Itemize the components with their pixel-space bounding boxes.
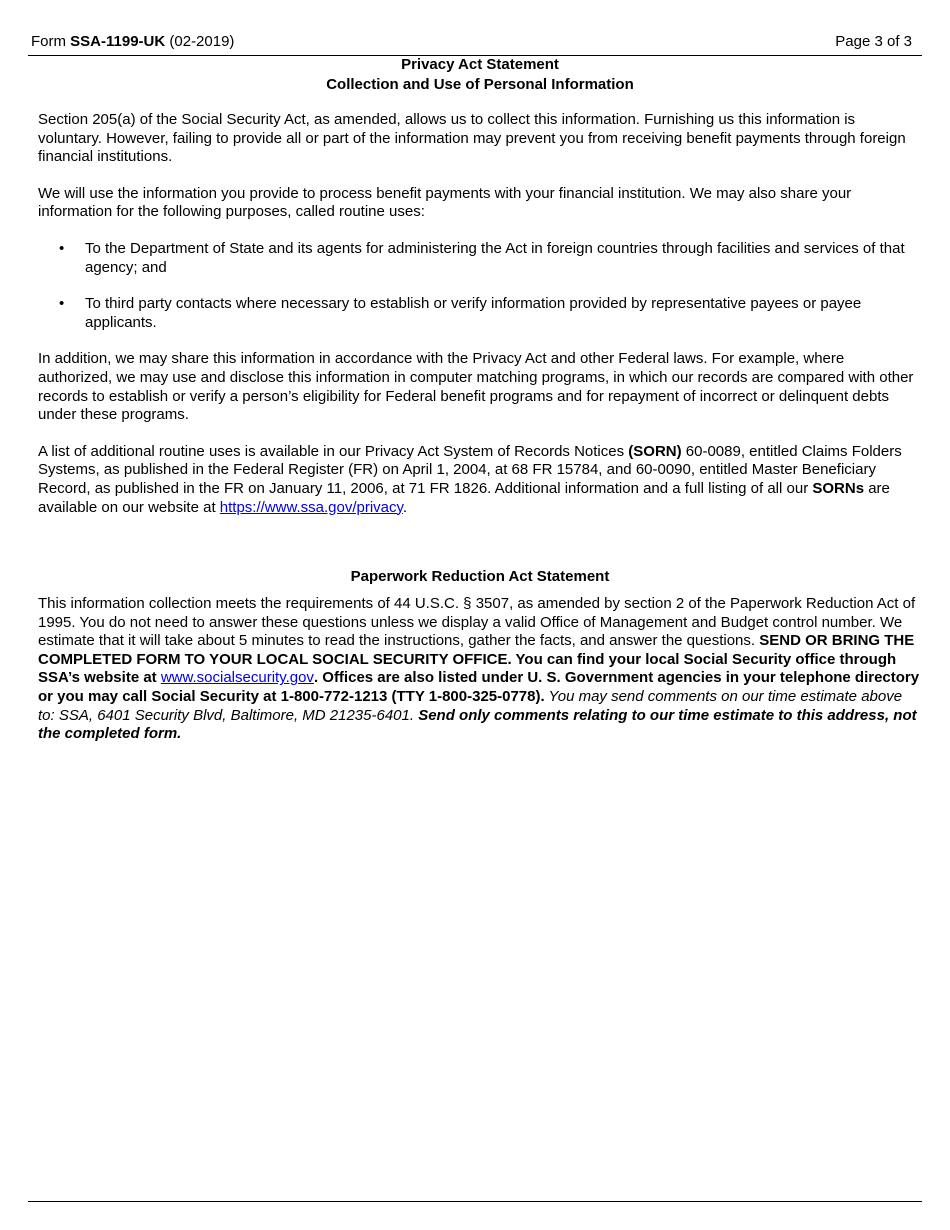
pra-bold-2: . Offices are also listed under U. S. Government agencies in your telephone directory or you may call Social Security at 1-800-772-1213 (TTY 1-800-325-0778). (38, 669, 920, 706)
list-item-text: To third party contacts where necessary to establish or verify information provided by representative payees or payee applicants. (85, 295, 862, 331)
sorn-abbrev: (SORN) (628, 442, 682, 460)
paperwork-title: Paperwork Reduction Act Statement (350, 568, 610, 586)
pra-italic: You may send comments on our time estimate above to: SSA, 6401 Security Blvd, Baltimore, MD 21235-6401. (38, 688, 903, 724)
bullet-marker: • (59, 295, 65, 313)
list-item (38, 240, 922, 277)
privacy-paragraph-1: Section 205(a) of the Social Security Act, as amended, allows us to collect this information. Furnishing us this information is voluntary. However, failing to provide all or part of the information may prevent you from receiving benefit payments through foreign financial institutions. (38, 111, 906, 166)
privacy-title-line1: Privacy Act Statement (401, 56, 559, 73)
privacy-link[interactable]: https://www.ssa.gov/privacy (219, 498, 403, 516)
pra-bold-italic: Send only comments relating to our time estimate to this address, not the completed form. (38, 706, 917, 743)
privacy-paragraph-4 (38, 443, 922, 517)
para4-text-3: are available on our website at (38, 479, 890, 516)
bullet-marker: • (59, 239, 65, 257)
form-identifier (31, 32, 234, 52)
para4-text-4: . (402, 498, 408, 516)
page-header (28, 31, 922, 56)
privacy-title-line2: Collection and Use of Personal Information (326, 76, 634, 93)
pra-bold-1: SEND OR BRING THE COMPLETED FORM TO YOUR LOCAL SOCIAL SECURITY OFFICE. You can find your local Social Security office through SSA’s website at (38, 632, 915, 687)
privacy-paragraph-2: We will use the information you provide to process benefit payments with your financial institution. We may also share your information for the following purposes, called routine uses: (38, 184, 852, 221)
privacy-paragraph-3: In addition, we may share this information in accordance with the Privacy Act and other Federal laws. For example, where authorized, we may use and disclose this information in computer matching programs, in which our records are compared with other records to establish or verify a person’s eligibility for Federal benefit programs and for repayment of incorrect or delinquent debts under these programs. (38, 350, 914, 424)
pra-text-1: This information collection meets the requirements of 44 U.S.C. § 3507, as amended by section 2 of the Paperwork Reduction Act of 1995. You do not need to answer these questions unless we display a valid Office of Management and Budget control number. We estimate that it will take about 5 minutes to read the instructions, gather the facts, and answer the questions. (38, 595, 916, 650)
routine-uses-list (38, 240, 922, 332)
privacy-act-title (38, 55, 922, 95)
page-number: Page 3 of 3 (835, 33, 912, 50)
list-item-text: To the Department of State and its agents for administering the Act in foreign countries through facilities and services of that agency; and (85, 239, 905, 276)
footer-divider (28, 1201, 922, 1202)
paperwork-paragraph (38, 595, 922, 744)
form-number: SSA-1199-UK (70, 33, 166, 50)
list-item (38, 295, 922, 332)
para4-text-2: 60-0089, entitled Claims Folders Systems, as published in the Federal Register (FR) on April 1, 2004, at 68 FR 15784, and 60-0090, entitled Master Beneficiary Record, as published in the FR on January 11, 2006, at 71 FR 1826. Additional information and a full listing of all our (38, 442, 902, 497)
form-date: (02-2019) (165, 33, 235, 50)
para4-text-1: A list of additional routine uses is available in our Privacy Act System of Records Notices (38, 442, 629, 460)
form-content (38, 55, 922, 744)
socialsecurity-link[interactable]: www.socialsecurity.gov (160, 669, 314, 687)
form-prefix: Form (31, 33, 71, 50)
sorns-term: SORNs (812, 479, 865, 497)
